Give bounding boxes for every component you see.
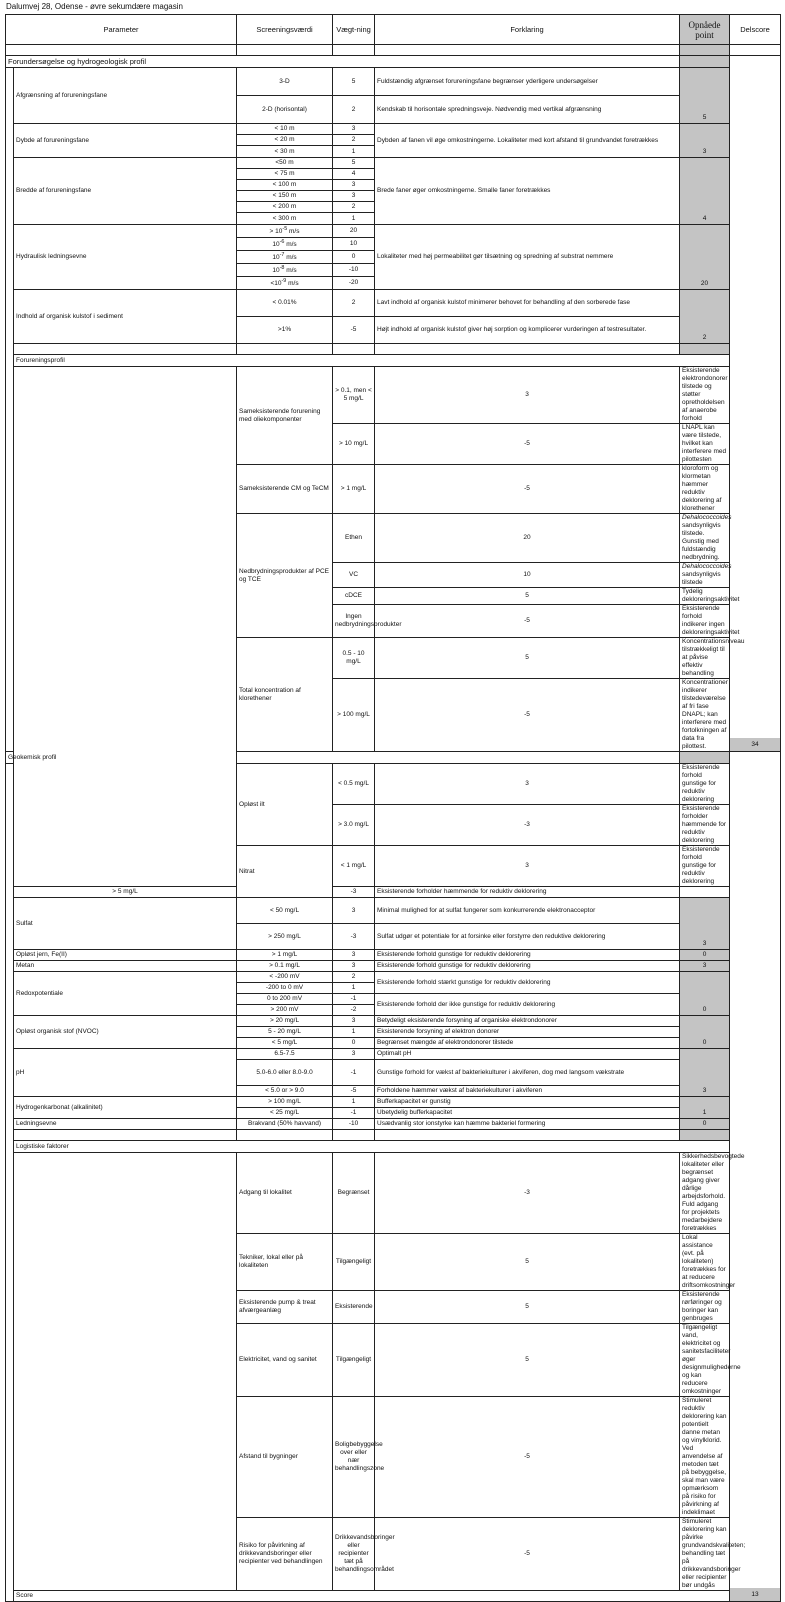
points-value: 3 [680,961,730,972]
table-row: Nedbrydningsprodukter af PCE og TCE Ethen 20 Dehalococcoides sandsynligvis tilstede. Gunstig med fuldstændig nedbrydning. [6,514,781,563]
table-row: Opløst ilt < 0.5 mg/L 3 Eksisterende forhold gunstige for reduktiv deklorering [6,764,781,805]
table-row: Eksisterende pump & treat afværgeanlæg Eksisterende 5 Eksisterende rørføringer og boringer kan genbruges [6,1291,781,1324]
table-row: >1% -5 Højt indhold af organisk kulstof giver høj sorption og komplicerer vurderingen af testresultater. [6,317,781,344]
header-parameter: Parameter [6,15,237,45]
table-row: < 75 m 4 [6,169,781,180]
table-row: 2-D (horisontal) 2 Kendskab til horisontale spredningsveje. Nødvendig med vertikal afgrænsning [6,96,781,124]
table-row: > 100 mg/L -5 Koncentrationer indikerer tilstedeværelse af fri fase DNAPL; kan interferere med fortolkningen af data fra pilottest. [6,679,781,752]
parameter-name: Redoxpotentiale [14,972,237,1016]
table-row: Hydraulisk ledningsevne > $10^{-5}$ m/s 20 Lokaliteter med høj permeabilitet gør tilsætning og spredning af substrat nemmere 20 [6,225,781,238]
header-weight: Vægt-ning [333,15,375,45]
table-row: Indhold af organisk kulstof i sediment < 0.01% 2 Lavt indhold af organisk kulstof minimerer behovet for behandling af den sorberede fase 2 [6,290,781,317]
table-row: $10^{-7}$ m/s 0 [6,251,781,264]
table-row: Total koncentration af klorethener 0.5 - 10 mg/L 5 Koncentrationsniveau tilstrækkeligt til at påvise effektiv behandling [6,638,781,679]
points-value: 20 [680,225,730,290]
parameter-name: Adgang til lokalitet [237,1153,333,1234]
table-row: $10^{-6}$ m/s 10 [6,238,781,251]
parameter-name: Afstand til bygninger [237,1397,333,1518]
table-row: Redoxpotentiale < -200 mV 2 Eksisterende forhold stærkt gunstige for reduktiv deklorering 0 [6,972,781,983]
table-row: 5.0-6.0 eller 8.0-9.0 -1 Gunstige forhold for vækst af bakteriekulturer i akviferen, dog med langsom vækstrate [6,1060,781,1086]
table-row: < 5.0 or > 9.0 -5 Forholdene hæmmer vækst af bakteriekulturer i akviferen [6,1086,781,1097]
parameter-name: Opløst organisk stof (NVOC) [14,1016,237,1049]
points-value: 0 [680,950,730,961]
table-row: < 20 m 2 [6,135,781,146]
spacer-row [6,45,781,56]
parameter-name: Sameksisterende CM og TeCM [237,465,333,514]
points-value: 0 [680,1119,730,1130]
table-row: Ingen nedbrydningsprodukter -5 Eksisterende forhold indikerer ingen dekloreringsaktivitet [6,605,781,638]
header-row [6,15,781,45]
section-title: Geokemisk profil [6,752,680,764]
table-row: > 200 mV -2 [6,1005,781,1016]
table-row: 0 to 200 mV -1 Eksisterende forhold der ikke gunstige for reduktiv deklorering [6,994,781,1005]
table-row: $<10^{-9}$ m/s -20 [6,277,781,290]
table-row: Tekniker, lokal eller på lokaliteten Tilgængeligt 5 Lokal assistance (evt. på lokaliteten) foretrækkes for at reducere driftsomkostninger [6,1234,781,1291]
section-row [6,1141,781,1153]
score-row [6,1591,781,1602]
table-row: Opløst organisk stof (NVOC) > 20 mg/L 3 Betydeligt eksisterende forsyning af organiske elektrondonorer 0 [6,1016,781,1027]
subscore-column [730,56,781,752]
header-explanation: Forklaring [375,15,680,45]
parameter-name: Total koncentration af klorethener [237,638,333,752]
parameter-name: pH [14,1049,237,1097]
table-row: Opløst jern, Fe(II) > 1 mg/L 3 Eksisterende forhold gunstige for reduktiv deklorering 0 [6,950,781,961]
subscore-value: 13 [730,1588,780,1601]
parameter-name: Sameksisterende forurening med oliekomponenter [237,367,333,465]
table-row: Sameksisterende forurening med oliekomponenter > 0.1, men < 5 mg/L 3 Eksisterende elektrondonorer tilstede og støtter opretholdelsen af anaerobe forhold [6,367,781,424]
table-row: Afgrænsning af forureningsfane 3-D 5 Fuldstændig afgrænset forureningsfane begrænser yderligere undersøgelser 5 [6,68,781,96]
points-value: 4 [680,158,730,225]
table-row: Afstand til bygninger Boligbebyggelse over eller nær behandlingszone -5 Stimuleret reduktiv deklorering kan potentielt danne metan og vinylklorid. Ved anvendelse af metoden tæt på bebyggelse, skal man være opmærksom på risiko for påvirkning af indeklimaet [6,1397,781,1518]
section-row [6,56,781,68]
parameter-name: Risiko for påvirkning af drikkevandsboringer eller recipienter ved behandlingen [237,1518,333,1591]
parameter-name: Metan [14,961,237,972]
screening-table [5,14,781,1602]
table-row: Elektricitet, vand og sanitet Tilgængeligt 5 Tilgængeligt vand, elektricitet og sanitetsfaciliteter øger designmulighederne og kan reducere omkostninger [6,1324,781,1397]
header-points: Opnåede point [680,15,730,45]
table-row: > 5 mg/L -3 Eksisterende forholder hæmmende for reduktiv deklorering [6,887,781,898]
parameter-name: Eksisterende pump & treat afværgeanlæg [237,1291,333,1324]
parameter-name: Ledningsevne [14,1119,237,1130]
table-row: Ledningsevne Brakvand (50% havvand) -10 Usædvanlig stor ionstyrke kan hæmme bakteriel formering 0 [6,1119,781,1130]
points-value: 3 [680,1049,730,1097]
table-row: < 150 m 3 [6,191,781,202]
table-row: Sulfat < 50 mg/L 3 Minimal mulighed for at sulfat fungerer som konkurrerende elektronacceptor 3 [6,898,781,924]
spacer-row [6,1130,781,1141]
section-title: Forureningsprofil [14,355,730,367]
points-value: 2 [680,290,730,344]
section-row [6,752,781,764]
parameter-name: Tekniker, lokal eller på lokaliteten [237,1234,333,1291]
table-row: -200 to 0 mV 1 [6,983,781,994]
table-row: < 30 m 1 [6,146,781,158]
table-row: > 10 mg/L -5 LNAPL kan være tilstede, hvilket kan interferere med pilottesten [6,424,781,465]
parameter-name: Elektricitet, vand og sanitet [237,1324,333,1397]
points-value: 0 [680,972,730,1016]
table-row: Risiko for påvirkning af drikkevandsboringer eller recipienter ved behandlingen Drikkevandsboringer eller recipienter tæt på behandlingsområdet -5 Stimuleret deklorering kan påvirke grundvandskvaliteten; behandling tæt på drikkevandsboringer eller recipienter bør undgås [6,1518,781,1591]
points-value: 3 [680,124,730,158]
section-title: Logistiske faktorer [14,1141,730,1153]
parameter-name: Hydraulisk ledningsevne [14,225,237,290]
table-row: < 25 mg/L -1 Ubetydelig bufferkapacitet [6,1108,781,1119]
table-row: > 3.0 mg/L -3 Eksisterende forholder hæmmende for reduktiv deklorering [6,805,781,846]
points-value: 0 [680,1016,730,1049]
table-row: VC 10 Dehalococcoides sandsynligvis tilstede [6,563,781,588]
parameter-name: Nitrat [237,846,333,898]
subscore-column [730,752,781,1602]
table-row: Adgang til lokalitet Begrænset -3 Sikkerhedsbevogtede lokaliteter eller begrænset adgang giver dårlige arbejdsforhold. Fuld adgang for projektets medarbejdere foretrækkes [6,1153,781,1234]
parameter-name: Opløst ilt [237,764,333,846]
points-value: 3 [680,898,730,950]
parameter-name: Opløst jern, Fe(II) [14,950,237,961]
subscore-value: 34 [730,738,780,751]
parameter-name: Indhold af organisk kulstof i sediment [14,290,237,344]
table-row: Dybde af forureningsfane < 10 m 3 Dybden af fanen vil øge omkostningerne. Lokaliteter med kort afstand til grundvandet foretrækkes 3 [6,124,781,135]
points-value: 5 [680,68,730,124]
table-row: pH 6.5-7.5 3 Optimalt pH 3 [6,1049,781,1060]
table-row: cDCE 5 Tydelig dekloreringsaktivitet [6,588,781,605]
parameter-name: Hydrogenkarbonat (alkalinitet) [14,1097,237,1119]
table-row: Hydrogenkarbonat (alkalinitet) > 100 mg/L 1 Bufferkapacitet er gunstig 1 [6,1097,781,1108]
parameter-name: Dybde af forureningsfane [14,124,237,158]
section-row [6,355,781,367]
header-screening: Screeningsværdi [237,15,333,45]
table-row: < 5 mg/L 0 Begrænset mængde af elektrondonorer tilstede [6,1038,781,1049]
table-row: $10^{-8}$ m/s -10 [6,264,781,277]
page-title: Dalumvej 28, Odense - øvre sekumdære magasin [6,2,183,11]
parameter-name: Sulfat [14,898,237,950]
spacer-row [6,344,781,355]
table-row: < 300 m 1 [6,213,781,225]
table-row: Bredde af forureningsfane <50 m 5 Brede faner øger omkostningerne. Smalle faner foretrækkes 4 [6,158,781,169]
header-subscore: Delscore [730,15,781,45]
table-row: < 100 m 3 [6,180,781,191]
table-row: 5 - 20 mg/L 1 Eksisterende forsyning af elektron donorer [6,1027,781,1038]
parameter-name: Afgrænsning af forureningsfane [14,68,237,124]
points-value: 1 [680,1097,730,1119]
table-row: > 250 mg/L -3 Sulfat udgør et potentiale for at forsinke eller forstyrre den reduktive deklorering [6,924,781,950]
score-label: Score [14,1591,730,1602]
parameter-name: Bredde af forureningsfane [14,158,237,225]
table-row: Metan > 0.1 mg/L 3 Eksisterende forhold gunstige for reduktiv deklorering 3 [6,961,781,972]
section-title: Forundersøgelse og hydrogeologisk profil [6,56,680,68]
table-row: Sameksisterende CM og TeCM > 1 mg/L -5 kloroform og klormetan hæmmer reduktiv deklorering af klorethener [6,465,781,514]
parameter-name: Nedbrydningsprodukter af PCE og TCE [237,514,333,638]
table-row: Nitrat < 1 mg/L 3 Eksisterende forhold gunstige for reduktiv deklorering [6,846,781,887]
table-row: < 200 m 2 [6,202,781,213]
